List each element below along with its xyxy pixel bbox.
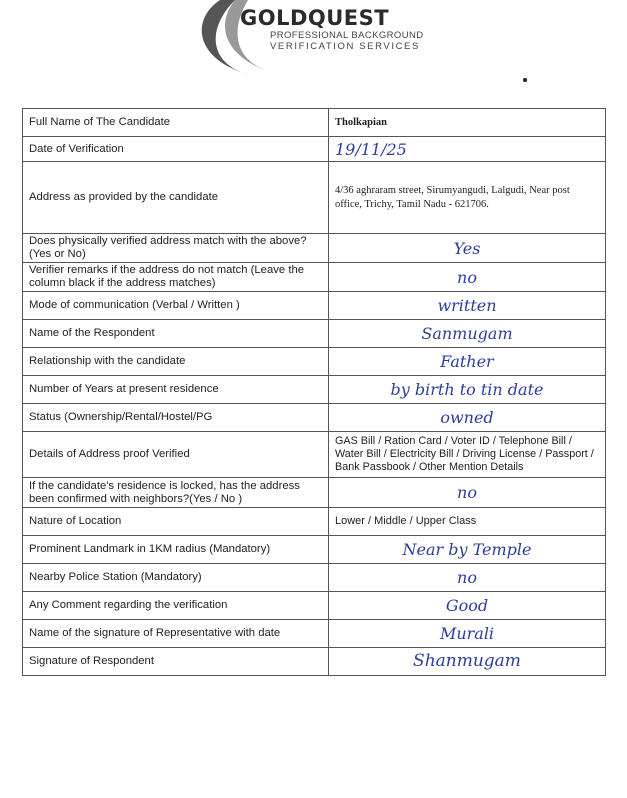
respondent-name: Sanmugam bbox=[421, 324, 513, 343]
table-row bbox=[23, 320, 606, 348]
respondent-signature: Shanmugam bbox=[413, 651, 521, 671]
landmark-value: Near by Temple bbox=[402, 540, 532, 559]
goldquest-logo bbox=[180, 0, 480, 80]
table-row bbox=[23, 109, 606, 137]
table-row bbox=[23, 292, 606, 320]
row-label: Any Comment regarding the verification bbox=[23, 592, 329, 620]
residence-status: owned bbox=[440, 408, 494, 427]
row-label: If the candidate's residence is locked, has the address been confirmed with neighbors?(Yes / No ) bbox=[23, 478, 329, 508]
verification-date: 19/11/25 bbox=[335, 139, 407, 159]
row-label: Address as provided by the candidate bbox=[23, 162, 329, 234]
police-station-value: no bbox=[457, 568, 477, 587]
relationship-value: Father bbox=[440, 352, 494, 371]
table-row bbox=[23, 564, 606, 592]
row-label: Nature of Location bbox=[23, 508, 329, 536]
table-row bbox=[23, 432, 606, 478]
row-label: Mode of communication (Verbal / Written ) bbox=[23, 292, 329, 320]
table-row bbox=[23, 162, 606, 234]
table-row bbox=[23, 592, 606, 620]
table-row bbox=[23, 404, 606, 432]
verifier-remarks: no bbox=[457, 267, 477, 287]
row-label: Number of Years at present residence bbox=[23, 376, 329, 404]
table-row bbox=[23, 478, 606, 508]
verification-comment: Good bbox=[445, 596, 489, 615]
table-row bbox=[23, 137, 606, 162]
table-row bbox=[23, 648, 606, 676]
row-label: Status (Ownership/Rental/Hostel/PG bbox=[23, 404, 329, 432]
row-label: Name of the signature of Representative with date bbox=[23, 620, 329, 648]
brand-name: GOLDQUEST bbox=[240, 6, 390, 30]
neighbor-confirmation: no bbox=[457, 483, 477, 502]
row-label: Relationship with the candidate bbox=[23, 348, 329, 376]
table-row bbox=[23, 376, 606, 404]
brand-tagline-1: PROFESSIONAL BACKGROUND bbox=[270, 30, 424, 41]
row-label: Verifier remarks if the address do not match (Leave the column black if the address matches) bbox=[23, 263, 329, 292]
table-row bbox=[23, 620, 606, 648]
table-row bbox=[23, 536, 606, 564]
table-row bbox=[23, 348, 606, 376]
table-row bbox=[23, 263, 606, 292]
row-label: Details of Address proof Verified bbox=[23, 432, 329, 478]
candidate-name: Tholkapian bbox=[329, 109, 606, 137]
years-at-residence: by birth to tin date bbox=[390, 380, 544, 399]
brand-tagline-2: VERIFICATION SERVICES bbox=[270, 41, 420, 52]
verification-form-table bbox=[22, 108, 606, 676]
row-label: Full Name of The Candidate bbox=[23, 109, 329, 137]
location-class: Lower / Middle / Upper Class bbox=[329, 508, 606, 536]
row-label: Does physically verified address match with the above?(Yes or No) bbox=[23, 234, 329, 263]
table-row bbox=[23, 234, 606, 263]
row-label: Prominent Landmark in 1KM radius (Mandatory) bbox=[23, 536, 329, 564]
address-proof-options: GAS Bill / Ration Card / Voter ID / Telephone Bill / Water Bill / Electricity Bill / Driving License / Passport / Bank Passbook / Other Mention Details bbox=[329, 432, 606, 478]
table-row bbox=[23, 508, 606, 536]
ink-dot bbox=[523, 78, 527, 82]
row-label: Name of the Respondent bbox=[23, 320, 329, 348]
candidate-address: 4/36 aghraram street, Sirumyangudi, Lalgudi, Near post office, Trichy, Tamil Nadu - 621706. bbox=[329, 162, 606, 234]
address-match-answer: Yes bbox=[453, 238, 481, 258]
row-label: Signature of Respondent bbox=[23, 648, 329, 676]
row-label: Nearby Police Station (Mandatory) bbox=[23, 564, 329, 592]
row-label: Date of Verification bbox=[23, 137, 329, 162]
representative-signature: Murali bbox=[439, 624, 495, 643]
communication-mode: written bbox=[437, 296, 497, 315]
